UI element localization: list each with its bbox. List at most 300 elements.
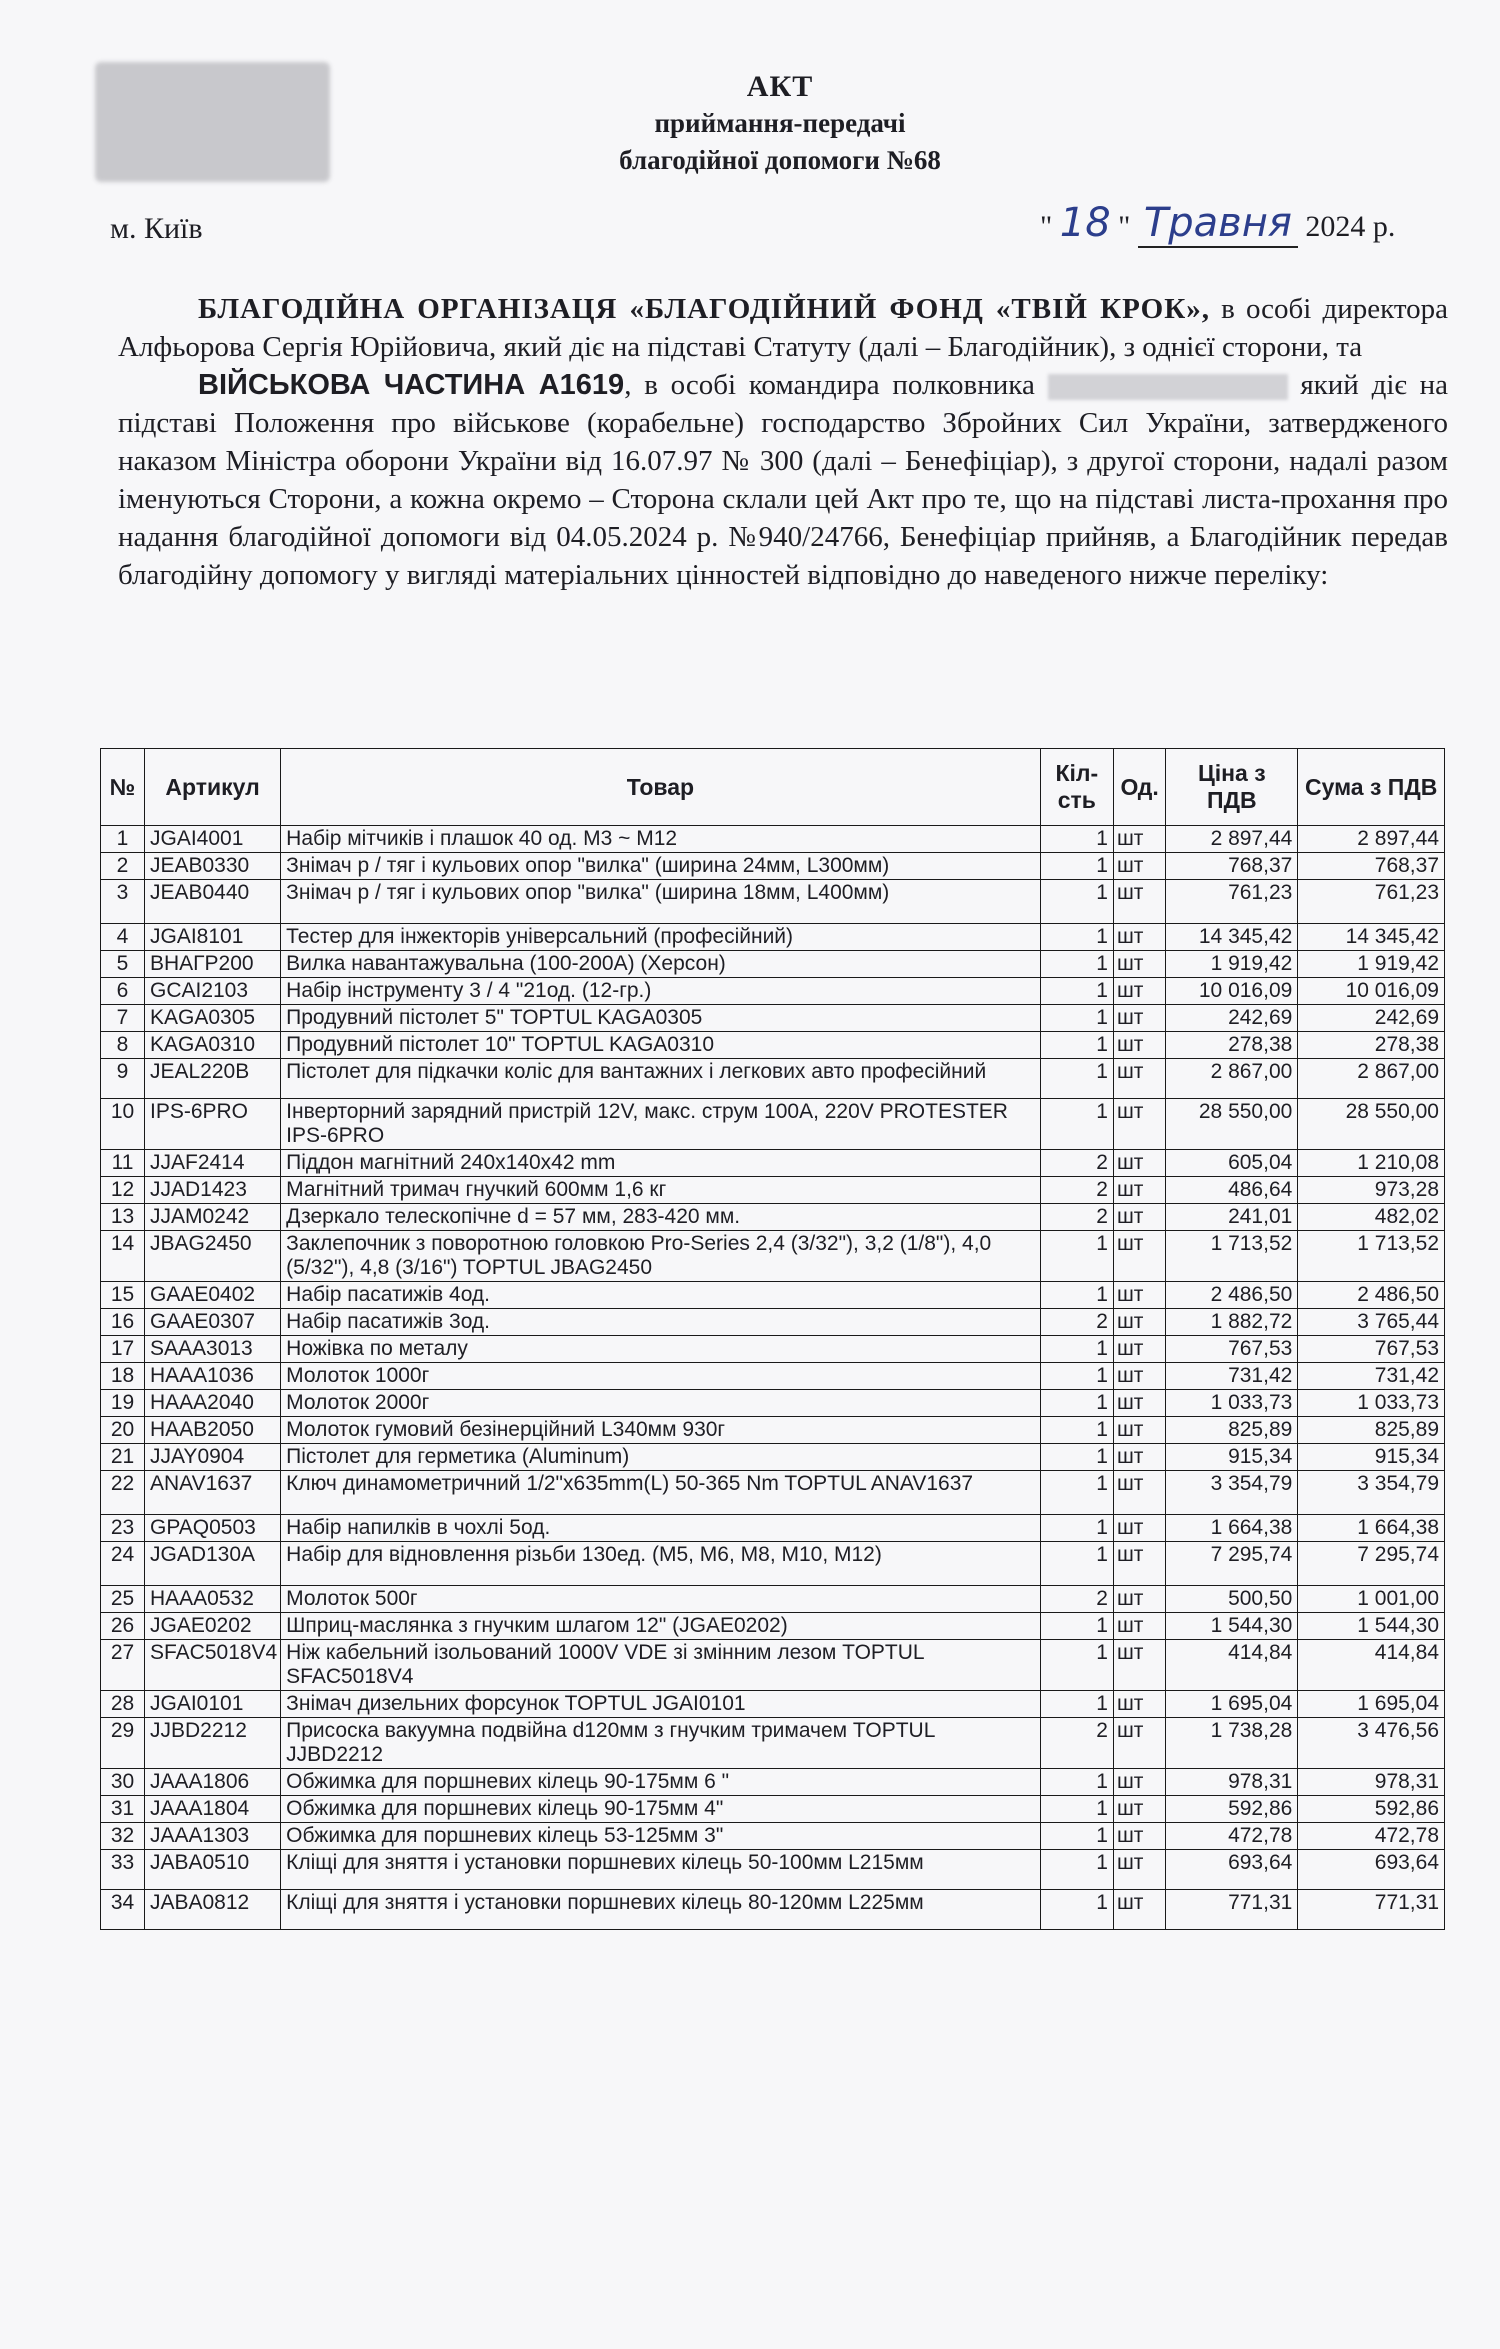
cell-no: 34 — [101, 1890, 145, 1930]
cell-unit: шт — [1113, 1444, 1165, 1471]
doc-name: благодійної допомоги №68 — [619, 145, 941, 175]
cell-no: 4 — [101, 924, 145, 951]
cell-sku: GPAQ0503 — [144, 1515, 280, 1542]
cell-sku: HAAA1036 — [144, 1363, 280, 1390]
table-row — [101, 924, 1445, 951]
cell-qty: 1 — [1040, 1417, 1113, 1444]
header-price: Ціна з ПДВ — [1166, 749, 1298, 826]
cell-sum: 1 210,08 — [1298, 1150, 1445, 1177]
cell-no: 10 — [101, 1099, 145, 1150]
table-row — [101, 1718, 1445, 1769]
header-sum: Сума з ПДВ — [1298, 749, 1445, 826]
table-row — [101, 853, 1445, 880]
cell-qty: 1 — [1040, 1796, 1113, 1823]
cell-sum: 771,31 — [1298, 1890, 1445, 1930]
cell-no: 28 — [101, 1691, 145, 1718]
table-row — [101, 1177, 1445, 1204]
cell-sum: 2 486,50 — [1298, 1282, 1445, 1309]
cell-sku: JEAB0440 — [144, 880, 280, 924]
cell-qty: 1 — [1040, 1691, 1113, 1718]
cell-sum: 7 295,74 — [1298, 1542, 1445, 1586]
cell-sku: JAAA1804 — [144, 1796, 280, 1823]
cell-unit: шт — [1113, 1177, 1165, 1204]
cell-sku: JABA0510 — [144, 1850, 280, 1890]
cell-qty: 2 — [1040, 1204, 1113, 1231]
cell-price: 1 695,04 — [1166, 1691, 1298, 1718]
cell-no: 30 — [101, 1769, 145, 1796]
cell-sum: 3 476,56 — [1298, 1718, 1445, 1769]
cell-sku: JJBD2212 — [144, 1718, 280, 1769]
cell-no: 17 — [101, 1336, 145, 1363]
cell-sum: 482,02 — [1298, 1204, 1445, 1231]
cell-item: Дзеркало телескопічне d = 57 мм, 283-420 мм. — [281, 1204, 1040, 1231]
table-row — [101, 1586, 1445, 1613]
table-row — [101, 1444, 1445, 1471]
cell-price: 3 354,79 — [1166, 1471, 1298, 1515]
cell-price: 767,53 — [1166, 1336, 1298, 1363]
cell-item: Знімач р / тяг і кульових опор "вилка" (ширина 18мм, L400мм) — [281, 880, 1040, 924]
cell-sum: 1 695,04 — [1298, 1691, 1445, 1718]
charity-details: в особі директора Алфьорова Сергія Юрійовича, який діє на підставі Статуту (далі – Благодійник), з однієї сторони, та — [118, 293, 1448, 363]
cell-item: Обжимка для поршневих кілець 53-125мм 3" — [281, 1823, 1040, 1850]
table-row — [101, 826, 1445, 853]
cell-sku: JGAE0202 — [144, 1613, 280, 1640]
table-row — [101, 1336, 1445, 1363]
cell-unit: шт — [1113, 1890, 1165, 1930]
cell-sku: JAAA1806 — [144, 1769, 280, 1796]
cell-unit: шт — [1113, 1363, 1165, 1390]
cell-no: 19 — [101, 1390, 145, 1417]
cell-sku: JJAM0242 — [144, 1204, 280, 1231]
cell-no: 25 — [101, 1586, 145, 1613]
cell-no: 33 — [101, 1850, 145, 1890]
cell-unit: шт — [1113, 1390, 1165, 1417]
cell-item: Обжимка для поршневих кілець 90-175мм 4" — [281, 1796, 1040, 1823]
cell-price: 28 550,00 — [1166, 1099, 1298, 1150]
cell-sku: JGAI0101 — [144, 1691, 280, 1718]
cell-item: Ключ динамометричний 1/2"x635mm(L) 50-365 Nm TOPTUL ANAV1637 — [281, 1471, 1040, 1515]
cell-no: 24 — [101, 1542, 145, 1586]
cell-item: Молоток гумовий безінерційний L340мм 930г — [281, 1417, 1040, 1444]
cell-qty: 1 — [1040, 853, 1113, 880]
table-row — [101, 1204, 1445, 1231]
cell-no: 18 — [101, 1363, 145, 1390]
cell-sku: JJAD1423 — [144, 1177, 280, 1204]
cell-no: 22 — [101, 1471, 145, 1515]
table-header-row — [101, 749, 1445, 826]
title-block — [560, 70, 1000, 176]
cell-no: 14 — [101, 1231, 145, 1282]
cell-sum: 978,31 — [1298, 1769, 1445, 1796]
cell-unit: шт — [1113, 1099, 1165, 1150]
cell-price: 278,38 — [1166, 1032, 1298, 1059]
table-row — [101, 1850, 1445, 1890]
cell-price: 1 919,42 — [1166, 951, 1298, 978]
cell-qty: 1 — [1040, 1444, 1113, 1471]
cell-sku: JAAA1303 — [144, 1823, 280, 1850]
date-close-quote: " — [1118, 210, 1131, 243]
cell-item: Набір для відновлення різьби 130ед. (M5, M6, M8, M10, M12) — [281, 1542, 1040, 1586]
cell-sum: 10 016,09 — [1298, 978, 1445, 1005]
table-row — [101, 1099, 1445, 1150]
cell-sum: 973,28 — [1298, 1177, 1445, 1204]
cell-price: 1 713,52 — [1166, 1231, 1298, 1282]
header-sku: Артикул — [144, 749, 280, 826]
cell-qty: 2 — [1040, 1177, 1113, 1204]
cell-qty: 1 — [1040, 880, 1113, 924]
cell-no: 16 — [101, 1309, 145, 1336]
cell-item: Набір пасатижів 4од. — [281, 1282, 1040, 1309]
table-row — [101, 1231, 1445, 1282]
cell-item: Тестер для інжекторів універсальний (професійний) — [281, 924, 1040, 951]
cell-qty: 1 — [1040, 1336, 1113, 1363]
cell-sum: 1 919,42 — [1298, 951, 1445, 978]
cell-qty: 1 — [1040, 1032, 1113, 1059]
cell-item: Кліщі для зняття і установки поршневих кілець 80-120мм L225мм — [281, 1890, 1040, 1930]
cell-price: 825,89 — [1166, 1417, 1298, 1444]
cell-sum: 825,89 — [1298, 1417, 1445, 1444]
cell-price: 1 738,28 — [1166, 1718, 1298, 1769]
header-unit: Од. — [1113, 749, 1165, 826]
cell-no: 13 — [101, 1204, 145, 1231]
charity-name: БЛАГОДІЙНА ОРГАНІЗАЦЯ «БЛАГОДІЙНИЙ ФОНД «ТВІЙ КРОК», — [198, 293, 1210, 325]
table-row — [101, 1417, 1445, 1444]
cell-item: Знімач дизельних форсунок TOPTUL JGAI0101 — [281, 1691, 1040, 1718]
cell-price: 1 033,73 — [1166, 1390, 1298, 1417]
date-month: Травня — [1143, 200, 1292, 246]
cell-price: 414,84 — [1166, 1640, 1298, 1691]
cell-item: Заклепочник з поворотною головкою Pro-Series 2,4 (3/32"), 3,2 (1/8"), 4,0 (5/32"), 4,8 (3/16") TOPTUL JBAG2450 — [281, 1231, 1040, 1282]
cell-price: 978,31 — [1166, 1769, 1298, 1796]
cell-item: Ножівка по металу — [281, 1336, 1040, 1363]
table-row — [101, 1769, 1445, 1796]
table-body — [101, 826, 1445, 1930]
cell-qty: 1 — [1040, 978, 1113, 1005]
cell-sum: 3 765,44 — [1298, 1309, 1445, 1336]
cell-price: 2 486,50 — [1166, 1282, 1298, 1309]
cell-no: 11 — [101, 1150, 145, 1177]
cell-unit: шт — [1113, 1417, 1165, 1444]
cell-no: 15 — [101, 1282, 145, 1309]
cell-sum: 915,34 — [1298, 1444, 1445, 1471]
cell-price: 241,01 — [1166, 1204, 1298, 1231]
table-row — [101, 1823, 1445, 1850]
cell-price: 242,69 — [1166, 1005, 1298, 1032]
cell-unit: шт — [1113, 951, 1165, 978]
cell-unit: шт — [1113, 1542, 1165, 1586]
paragraph-charity — [118, 290, 1448, 366]
cell-sku: HAAB2050 — [144, 1417, 280, 1444]
date-day: 18 — [1059, 200, 1111, 246]
cell-unit: шт — [1113, 1059, 1165, 1099]
cell-unit: шт — [1113, 978, 1165, 1005]
cell-item: Набір мітчиків і плашок 40 од. М3 ~ М12 — [281, 826, 1040, 853]
cell-item: Ніж кабельний ізольований 1000V VDE зі змінним лезом TOPTUL SFAC5018V4 — [281, 1640, 1040, 1691]
cell-sku: ANAV1637 — [144, 1471, 280, 1515]
redacted-name — [1048, 374, 1288, 400]
table-row — [101, 1005, 1445, 1032]
cell-qty: 1 — [1040, 1471, 1113, 1515]
cell-sku: JABA0812 — [144, 1890, 280, 1930]
cell-qty: 1 — [1040, 826, 1113, 853]
table-row — [101, 1363, 1445, 1390]
cell-no: 8 — [101, 1032, 145, 1059]
table-row — [101, 1150, 1445, 1177]
cell-sku: SAAA3013 — [144, 1336, 280, 1363]
items-table-wrap — [100, 748, 1445, 2208]
cell-sku: JEAL220B — [144, 1059, 280, 1099]
items-table — [100, 748, 1445, 1930]
cell-sku: JGAI4001 — [144, 826, 280, 853]
cell-item: Молоток 500г — [281, 1586, 1040, 1613]
cell-sum: 1 001,00 — [1298, 1586, 1445, 1613]
cell-item: Шприц-маслянка з гнучким шлагом 12" (JGAE0202) — [281, 1613, 1040, 1640]
cell-unit: шт — [1113, 1691, 1165, 1718]
cell-qty: 1 — [1040, 1099, 1113, 1150]
cell-unit: шт — [1113, 1032, 1165, 1059]
cell-price: 915,34 — [1166, 1444, 1298, 1471]
table-row — [101, 978, 1445, 1005]
cell-qty: 1 — [1040, 1282, 1113, 1309]
cell-no: 6 — [101, 978, 145, 1005]
cell-no: 29 — [101, 1718, 145, 1769]
cell-unit: шт — [1113, 1718, 1165, 1769]
cell-no: 26 — [101, 1613, 145, 1640]
cell-item: Молоток 2000г — [281, 1390, 1040, 1417]
cell-sku: SFAC5018V4 — [144, 1640, 280, 1691]
cell-item: Набір напилків в чохлі 5од. — [281, 1515, 1040, 1542]
cell-qty: 1 — [1040, 1542, 1113, 1586]
cell-item: Піддон магнітний 240х140х42 mm — [281, 1150, 1040, 1177]
body-text — [118, 290, 1448, 594]
cell-item: Набір пасатижів 3од. — [281, 1309, 1040, 1336]
cell-sku: JJAY0904 — [144, 1444, 280, 1471]
cell-sku: KAGA0310 — [144, 1032, 280, 1059]
cell-price: 472,78 — [1166, 1823, 1298, 1850]
table-row — [101, 951, 1445, 978]
cell-item: Інверторний зарядний пристрій 12V, макс. струм 100А, 220V PROTESTER IPS-6PRO — [281, 1099, 1040, 1150]
cell-price: 14 345,42 — [1166, 924, 1298, 951]
cell-unit: шт — [1113, 1471, 1165, 1515]
cell-item: Вилка навантажувальна (100-200А) (Херсон) — [281, 951, 1040, 978]
cell-sku: IPS-6PRO — [144, 1099, 280, 1150]
cell-qty: 1 — [1040, 1059, 1113, 1099]
cell-unit: шт — [1113, 826, 1165, 853]
cell-unit: шт — [1113, 1586, 1165, 1613]
cell-unit: шт — [1113, 1640, 1165, 1691]
beneficiary-rep: , в особі командира полковника — [624, 369, 1048, 401]
table-row — [101, 1613, 1445, 1640]
cell-unit: шт — [1113, 1850, 1165, 1890]
cell-unit: шт — [1113, 1823, 1165, 1850]
table-row — [101, 1890, 1445, 1930]
cell-price: 761,23 — [1166, 880, 1298, 924]
military-unit: ВІЙСЬКОВА ЧАСТИНА А1619 — [198, 369, 625, 401]
cell-no: 23 — [101, 1515, 145, 1542]
cell-qty: 1 — [1040, 1613, 1113, 1640]
cell-price: 1 882,72 — [1166, 1309, 1298, 1336]
cell-sku: HAAA2040 — [144, 1390, 280, 1417]
cell-sku: HAAA0532 — [144, 1586, 280, 1613]
cell-qty: 1 — [1040, 1640, 1113, 1691]
header-qty: Кіл-сть — [1040, 749, 1113, 826]
cell-no: 5 — [101, 951, 145, 978]
cell-unit: шт — [1113, 1309, 1165, 1336]
cell-unit: шт — [1113, 1796, 1165, 1823]
table-row — [101, 1032, 1445, 1059]
cell-qty: 1 — [1040, 1390, 1113, 1417]
cell-unit: шт — [1113, 1150, 1165, 1177]
cell-no: 27 — [101, 1640, 145, 1691]
cell-sku: GAAE0402 — [144, 1282, 280, 1309]
cell-item: Молоток 1000г — [281, 1363, 1040, 1390]
cell-sum: 472,78 — [1298, 1823, 1445, 1850]
cell-item: Знімач р / тяг і кульових опор "вилка" (ширина 24мм, L300мм) — [281, 853, 1040, 880]
cell-sum: 414,84 — [1298, 1640, 1445, 1691]
table-row — [101, 1059, 1445, 1099]
cell-qty: 1 — [1040, 1890, 1113, 1930]
cell-sum: 3 354,79 — [1298, 1471, 1445, 1515]
cell-no: 1 — [101, 826, 145, 853]
table-row — [101, 1796, 1445, 1823]
cell-sku: GCAI2103 — [144, 978, 280, 1005]
cell-sum: 592,86 — [1298, 1796, 1445, 1823]
cell-unit: шт — [1113, 924, 1165, 951]
cell-unit: шт — [1113, 1204, 1165, 1231]
cell-sum: 761,23 — [1298, 880, 1445, 924]
cell-no: 20 — [101, 1417, 145, 1444]
table-row — [101, 1691, 1445, 1718]
cell-item: Пістолет для підкачки коліс для вантажних і легкових авто професійний — [281, 1059, 1040, 1099]
cell-sum: 768,37 — [1298, 853, 1445, 880]
cell-price: 1 664,38 — [1166, 1515, 1298, 1542]
cell-item: Кліщі для зняття і установки поршневих кілець 50-100мм L215мм — [281, 1850, 1040, 1890]
cell-sum: 2 897,44 — [1298, 826, 1445, 853]
cell-sku: JJAF2414 — [144, 1150, 280, 1177]
cell-price: 731,42 — [1166, 1363, 1298, 1390]
cell-no: 7 — [101, 1005, 145, 1032]
beneficiary-details: який діє на підставі Положення про військове (корабельне) господарство Збройних Сил України, затвердженого наказом Міністра оборони України від 16.07.97 № 300 (далі – Бенефіціар), з другої сторони, надалі разом іменуються Сторони, а кожна окремо – Сторона склали цей Акт про те, що на підставі листа-прохання про надання благодійної допомоги від 04.05.2024 р. №940/24766, Бенефіціар прийняв, а Благодійник передав благодійну допомогу у вигляді матеріальних цінностей відповідно до наведеного нижче переліку: — [118, 369, 1448, 591]
cell-sku: JBAG2450 — [144, 1231, 280, 1282]
cell-sku: JGAI8101 — [144, 924, 280, 951]
cell-price: 2 897,44 — [1166, 826, 1298, 853]
cell-qty: 1 — [1040, 1363, 1113, 1390]
cell-sum: 1 664,38 — [1298, 1515, 1445, 1542]
cell-unit: шт — [1113, 1769, 1165, 1796]
cell-price: 2 867,00 — [1166, 1059, 1298, 1099]
cell-price: 771,31 — [1166, 1890, 1298, 1930]
cell-no: 9 — [101, 1059, 145, 1099]
cell-price: 768,37 — [1166, 853, 1298, 880]
cell-qty: 1 — [1040, 1005, 1113, 1032]
cell-no: 12 — [101, 1177, 145, 1204]
cell-qty: 1 — [1040, 1515, 1113, 1542]
cell-no: 3 — [101, 880, 145, 924]
paragraph-beneficiary — [118, 366, 1448, 594]
cell-price: 605,04 — [1166, 1150, 1298, 1177]
table-row — [101, 880, 1445, 924]
cell-sum: 14 345,42 — [1298, 924, 1445, 951]
cell-qty: 1 — [1040, 951, 1113, 978]
cell-unit: шт — [1113, 853, 1165, 880]
cell-sku: ВНАГР200 — [144, 951, 280, 978]
cell-qty: 1 — [1040, 1850, 1113, 1890]
cell-price: 486,64 — [1166, 1177, 1298, 1204]
header-no: № — [101, 749, 145, 826]
cell-item: Набір інструменту 3 / 4 "21од. (12-гр.) — [281, 978, 1040, 1005]
cell-sum: 767,53 — [1298, 1336, 1445, 1363]
cell-sku: JGAD130A — [144, 1542, 280, 1586]
redacted-logo — [95, 62, 330, 182]
cell-unit: шт — [1113, 1515, 1165, 1542]
cell-price: 10 016,09 — [1166, 978, 1298, 1005]
date-open-quote: " — [1040, 210, 1053, 243]
cell-unit: шт — [1113, 1336, 1165, 1363]
table-row — [101, 1282, 1445, 1309]
cell-sum: 1 544,30 — [1298, 1613, 1445, 1640]
cell-sum: 1 033,73 — [1298, 1390, 1445, 1417]
cell-qty: 1 — [1040, 1823, 1113, 1850]
table-row — [101, 1390, 1445, 1417]
place: м. Київ — [110, 212, 203, 245]
date-line — [1040, 200, 1450, 248]
table-row — [101, 1471, 1445, 1515]
cell-qty: 2 — [1040, 1718, 1113, 1769]
cell-item: Обжимка для поршневих кілець 90-175мм 6 " — [281, 1769, 1040, 1796]
cell-qty: 1 — [1040, 1231, 1113, 1282]
cell-sum: 1 713,52 — [1298, 1231, 1445, 1282]
cell-qty: 2 — [1040, 1586, 1113, 1613]
cell-item: Магнітний тримач гнучкий 600мм 1,6 кг — [281, 1177, 1040, 1204]
cell-price: 693,64 — [1166, 1850, 1298, 1890]
date-year: 2024 р. — [1305, 210, 1396, 243]
cell-unit: шт — [1113, 1005, 1165, 1032]
cell-qty: 2 — [1040, 1150, 1113, 1177]
cell-item: Продувний пістолет 5" TOPTUL KAGA0305 — [281, 1005, 1040, 1032]
cell-unit: шт — [1113, 880, 1165, 924]
cell-price: 7 295,74 — [1166, 1542, 1298, 1586]
cell-qty: 1 — [1040, 924, 1113, 951]
cell-price: 500,50 — [1166, 1586, 1298, 1613]
cell-qty: 2 — [1040, 1309, 1113, 1336]
doc-title: АКТ — [746, 70, 814, 103]
cell-no: 32 — [101, 1823, 145, 1850]
cell-sum: 693,64 — [1298, 1850, 1445, 1890]
cell-sum: 731,42 — [1298, 1363, 1445, 1390]
cell-price: 592,86 — [1166, 1796, 1298, 1823]
table-row — [101, 1515, 1445, 1542]
cell-price: 1 544,30 — [1166, 1613, 1298, 1640]
cell-sku: JEAB0330 — [144, 853, 280, 880]
cell-item: Пістолет для герметика (Aluminum) — [281, 1444, 1040, 1471]
cell-unit: шт — [1113, 1282, 1165, 1309]
cell-sku: KAGA0305 — [144, 1005, 280, 1032]
table-row — [101, 1542, 1445, 1586]
header-item: Товар — [281, 749, 1040, 826]
doc-subtitle: приймання-передачі — [654, 108, 906, 138]
cell-sum: 242,69 — [1298, 1005, 1445, 1032]
cell-sum: 2 867,00 — [1298, 1059, 1445, 1099]
cell-sum: 278,38 — [1298, 1032, 1445, 1059]
cell-item: Присоска вакуумна подвійна d120мм з гнучким тримачем TOPTUL JJBD2212 — [281, 1718, 1040, 1769]
cell-sum: 28 550,00 — [1298, 1099, 1445, 1150]
table-row — [101, 1640, 1445, 1691]
cell-qty: 1 — [1040, 1769, 1113, 1796]
cell-item: Продувний пістолет 10" TOPTUL KAGA0310 — [281, 1032, 1040, 1059]
table-row — [101, 1309, 1445, 1336]
cell-no: 31 — [101, 1796, 145, 1823]
cell-no: 2 — [101, 853, 145, 880]
